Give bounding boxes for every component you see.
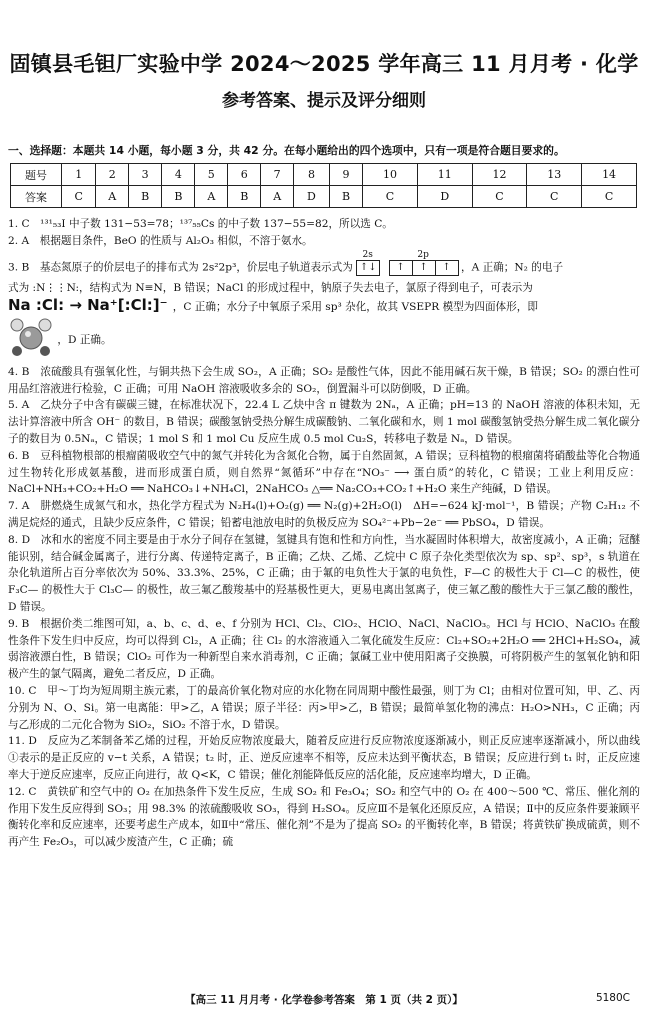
question-number-cell: 6 [228,164,261,186]
answer-cell: D [294,186,330,208]
answer-cell: D [417,186,472,208]
answer-cell: B [228,186,261,208]
question-number-row [11,164,637,186]
answer-cell: C [472,186,527,208]
water-vsepr-model-image [8,316,54,364]
explanation-q7: 7. A 肼燃烧生成氮气和水，热化学方程式为 N₂H₄(l)+O₂(g) ══ N₂(g)+2H₂O(l) ΔH=−624 kJ·mol⁻¹，B 错误；产物 C₂H₁₂ 不满足烷烃的通式，且缺少反应条件，C 错误；铅蓄电池放电时的负极反应为 SO₄²⁻+Pb−2e⁻ ══ PbSO₄，D 错误。 [8,500,640,529]
explanation-q12: 12. C 黄铁矿和空气中的 O₂ 在加热条件下发生反应，生成 SO₂ 和 Fe₃O₄；SO₂ 和空气中的 O₂ 在 400～500 ℃、常压、催化剂的作用下发生反应得到 SO₃；用 98.3% 的浓硫酸吸收 SO₃，得到 H₂SO₄。反应Ⅲ不是氧化还原反应，A 错误；Ⅱ中的反应条件要兼顾平衡转化率和反应速率，还要考虑生产成本，如Ⅱ中“常压、催化剂”不是为了提高 SO₂ 的平衡转化率，B 错误；将黄铁矿换成硫黄，则不再产生 Fe₂O₃，可以减少废渣产生，C 正确；硫 [8,785,640,849]
lewis-nacl: Na⁺[:Cl:]⁻ [87,296,168,315]
orbital-label-2p: 2p [417,249,429,260]
lewis-na: Na [8,296,31,315]
question-number-cell: 11 [417,164,472,186]
answer-cell: A [261,186,294,208]
orbital-diagram [356,250,457,277]
explanation-q10: 10. C 甲～丁均为短周期主族元素，丁的最高价氧化物对应的水化物在同周期中酸性最强，则丁为 Cl；由相对位置可知，甲、乙、丙分别为 N、O、Si。第一电离能：甲>乙，A 错误；原子半径：丙>甲>乙，B 错误；最简单氢化物的沸点：H₂O>NH₃，C 正确；丙与乙形成的二元化合物为 SiO₂，SiO₂ 不溶于水，D 错误。 [8,684,640,731]
answer-cell: A [195,186,228,208]
page-subtitle: 参考答案、提示及评分细则 [222,91,426,111]
question-number-cell: 8 [294,164,330,186]
orbital-box-2p-2: ↑ [412,260,436,276]
question-number-cell: 12 [472,164,527,186]
answer-cell: B [329,186,362,208]
explanation-q11: 11. D 反应为乙苯制备苯乙烯的过程，开始反应物浓度最大，随着反应进行反应物浓度逐渐减小，则正反应速率逐渐减小，所以曲线①表示的是正反应的 v−t 关系，A 错误；t₂ 时，正、逆反应速率不相等，反应未达到平衡状态，B 错误；反应进行到 t₁ 时，正反应速率大于逆反应速率，反应正向进行，故 Q<K，C 错误；催化剂能降低反应的活化能，反应速率均增大，D 正确。 [8,735,640,781]
lewis-arrow: → [69,296,82,315]
question-number-cell: 2 [96,164,129,186]
q3-text-c: 式为 :N⋮⋮N:，结构式为 N≡N，B 错误；NaCl 的形成过程中，钠原子失去电子，氯原子得到电子，可表示为 [8,282,533,295]
question-number-cell: 7 [261,164,294,186]
question-number-cell: 3 [129,164,162,186]
question-number-cell: 5 [195,164,228,186]
explanation-q4: 4. B 浓硫酸具有强氧化性，与铜共热下会生成 SO₂，A 正确；SO₂ 是酸性气体，因此不能用碱石灰干燥，B 错误；SO₂ 的漂白性可用品红溶液进行检验，C 正确；可用 NaOH 溶液吸收多余的 SO₂，倒置漏斗可以防倒吸，D 正确。 [8,365,640,395]
row-label-number: 题号 [11,164,62,186]
row-label-answer: 答案 [11,186,62,208]
answer-cell: B [129,186,162,208]
orbital-box-2p-1: ↑ [389,260,413,276]
lewis-cl: :Cl: [35,296,65,315]
explanation-q8: 8. D 冰和水的密度不同主要是由于水分子间存在氢键，氢键具有饱和性和方向性，当水凝固时体积增大，故密度减小，A 正确；冠醚能识别，结合碱金属离子，进行分离、传递特定离子，B 正确；乙炔、乙烯、乙烷中 C 原子杂化类型依次为 sp、sp²、sp³，s 轨道在杂化轨道所占百分率依次为 50%、33.3%、25%，C 正确；由于氟的电负性大于氯的电负性，F—C 的极性大于 Cl—C 的极性，使 F₃C— 的极性大于 Cl₃C— 的极性，故三氟乙酸羧基中的羟基极性更大，更易电离出氢离子，使三氟乙酸的酸性大于三氯乙酸的酸性，D 错误。 [8,533,640,613]
explanation-q1: 1. C ¹³¹₅₃I 中子数 131−53=78；¹³⁷₅₅Cs 的中子数 137−55=82，所以选 C。 [8,218,393,230]
section-heading: 一、选择题：本题共 14 小题，每小题 3 分，共 42 分。在每小题给出的四个选项中，只有一项是符合题目要求的。 [8,144,565,157]
vsepr-model-svg [8,316,54,358]
explanation-q6: 6. B 豆科植物根部的根瘤菌吸收空气中的氮气并转化为含氮化合物，属于自然固氮，A 错误；豆科植物的根瘤菌将硝酸盐等化合物通过生物转化形成氨基酸，进而形成蛋白质，则自然界“氮循环”中存在“NO₃⁻ ⟶ 蛋白质”的转化，C 错误；工业上利用反应：NaCl+NH₃+CO₂+H₂O ══ NaHCO₃↓+NH₄Cl，2NaHCO₃ △══ Na₂CO₃+CO₂↑+H₂O 来生产纯碱，D 错误。 [8,449,640,496]
explanation-q2: 2. A 根据题目条件，BeO 的性质与 Al₂O₃ 相似，不溶于氨水。 [8,234,313,247]
page-footer: 【高三 11 月月考 · 化学卷参考答案 第 1 页（共 2 页）】 [185,994,463,1006]
explanations [8,216,640,851]
question-number-cell: 4 [162,164,195,186]
answer-cell: C [62,186,96,208]
question-number-cell: 14 [582,164,637,186]
orbital-label-2s: 2s [362,249,373,260]
explanation-q5: 5. A 乙炔分子中含有碳碳三键，在标准状况下，22.4 L 乙炔中含 π 键数为 2Nₐ，A 正确；pH=13 的 NaOH 溶液的体积未知，无法计算溶液中所含 OH⁻ 的数目，B 错误；碳酸氢钠受热分解生成碳酸钠、二氧化碳和水，则 1 mol 碳酸氢钠受热分解生成二氧化碳分子的数目为 0.5Nₐ，C 错误；1 mol S 和 1 mol Cu 反应生成 0.5 mol Cu₂S，转移电子数是 Nₐ，D 错误。 [8,399,640,445]
answer-cell: C [527,186,582,208]
question-number-cell: 13 [527,164,582,186]
answer-cell: B [162,186,195,208]
answer-table [10,163,637,208]
answer-cell: C [582,186,637,208]
nacl-formation-diagram [8,296,173,314]
q3-text-e: ，D 正确。 [57,333,112,346]
page-title: 固镇县毛钽厂实验中学 2024～2025 学年高三 11 月月考 · 化学 [9,52,639,76]
orbital-box-2p-3: ↑ [435,260,459,276]
answer-cell: A [96,186,129,208]
question-number-cell: 1 [62,164,96,186]
document-code: 5180C [595,992,630,1004]
orbital-box-2s: ↑↓ [356,260,380,276]
question-number-cell: 10 [363,164,418,186]
answer-row [11,186,637,208]
q3-text-a: 3. B 基态氮原子的价层电子的排布式为 2s²2p³，价层电子轨道表示式为 [8,261,353,273]
answer-cell: C [363,186,418,208]
explanation-q3 [8,249,640,364]
q3-text-b: ，A 正确；N₂ 的电子 [460,261,564,273]
explanation-q9: 9. B 根据价类二维图可知，a、b、c、d、e、f 分别为 HCl、Cl₂、ClO₂、HClO、NaCl、NaClO₃。HCl 与 HClO、NaClO₃ 在酸性条件下发生归中反应，均可以得到 Cl₂，A 正确；往 Cl₂ 的水溶液通入二氧化硫发生反应：Cl₂+SO₂+2H₂O ══ 2HCl+H₂SO₄，减弱溶液漂白性，B 错误；ClO₂ 可作为一种新型自来水消毒剂，C 正确；氯碱工业中使用阳离子交换膜，可将阴极产生的氢氧化钠和阳极产生的氯气隔离，避免二者反应，D 正确。 [8,617,640,681]
q3-text-d: ，C 正确；水分子中氧原子采用 sp³ 杂化，故其 VSEPR 模型为四面体形，即 [172,301,538,314]
question-number-cell: 9 [329,164,362,186]
